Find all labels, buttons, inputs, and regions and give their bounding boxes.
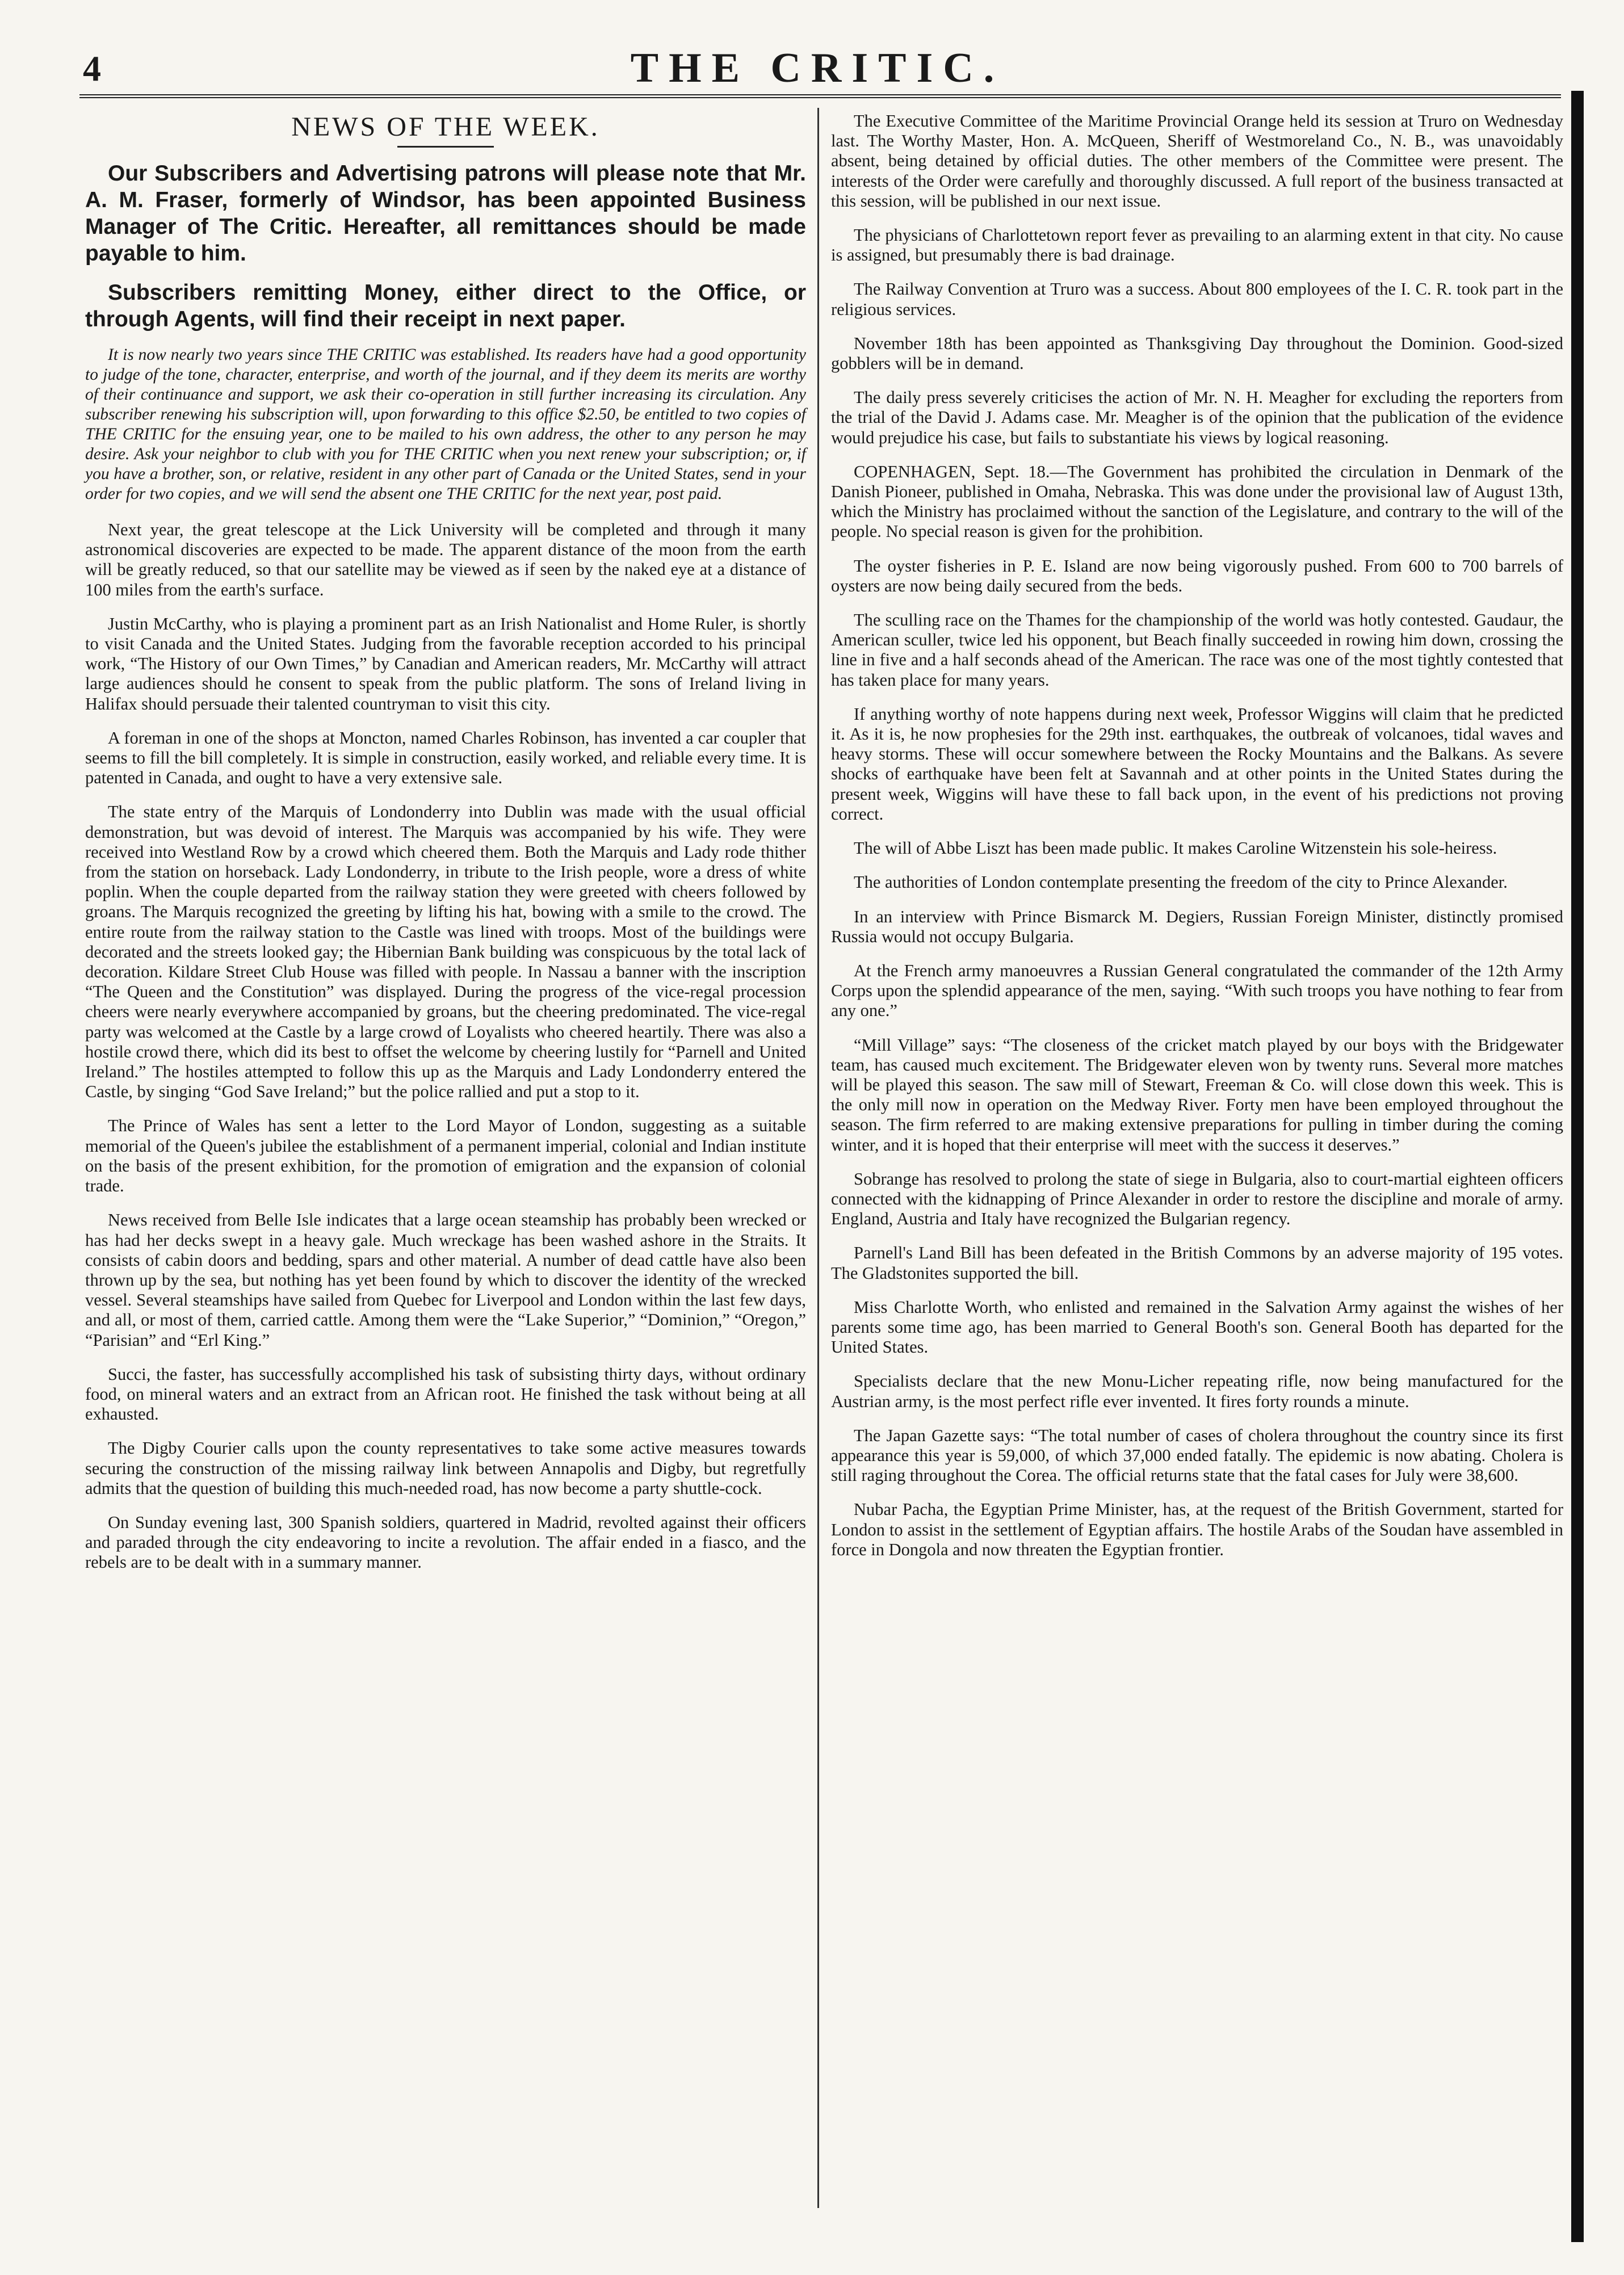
news-item: November 18th has been appointed as Thanksgiving Day throughout the Dominion. Good-sized gobblers will be in demand. (831, 333, 1563, 373)
news-item: Specialists declare that the new Monu-Licher repeating rifle, now being manufactured for the Austrian army, is the most perfect rifle ever invented. It fires forty rounds a minute. (831, 1371, 1563, 1411)
news-item: The Railway Convention at Truro was a success. About 800 employees of the I. C. R. took part in the religious services. (831, 279, 1563, 319)
page-header (79, 44, 1555, 96)
right-articles (831, 111, 1563, 1560)
remittance-notice: Subscribers remitting Money, either direct to the Office, or through Agents, will find their receipt in next paper. (85, 280, 806, 331)
news-item: The Executive Committee of the Maritime Provincial Orange held its session at Truro on Wednesday last. The Worthy Master, Hon. A. McQueen, Sheriff of Westmoreland Co., N. B., was unavoidably absent, being detained by official duties. The other members of the Committee were present. The interests of the Order were carefully and thoroughly discussed. A full report of the business transacted at this session, will be published in our next issue. (831, 111, 1563, 211)
news-item: The daily press severely criticises the action of Mr. N. H. Meagher for excluding the reporters from the trial of the David J. Adams case. Mr. Meagher is of the opinion that the publication of the evidence would prejudice his case, but fails to substantiate his views by logical reasoning. (831, 388, 1563, 447)
news-item: The Prince of Wales has sent a letter to the Lord Mayor of London, suggesting as a suitable memorial of the Queen's jubilee the establishment of a permanent imperial, colonial and Indian institute on the basis of the present exhibition, for the promotion of emigration and the expansion of colonial trade. (85, 1116, 806, 1196)
news-item: The oyster fisheries in P. E. Island are now being vigorously pushed. From 600 to 700 barrels of oysters are now being daily secured from the beds. (831, 556, 1563, 595)
news-item: The physicians of Charlottetown report fever as prevailing to an alarming extent in that city. No cause is assigned, but presumably there is bad drainage. (831, 225, 1563, 265)
news-item: Justin McCarthy, who is playing a prominent part as an Irish Nationalist and Home Ruler, is shortly to visit Canada and the United States. Judging from the favorable reception accorded to his principal work, “The History of our Own Times,” by Canadian and American readers, Mr. McCarthy will attract large audiences should he consent to speak from the public platform. The sons of Ireland living in Halifax should persuade their talented countryman to visit this city. (85, 614, 806, 713)
title-rule (397, 146, 494, 148)
news-item: The Japan Gazette says: “The total number of cases of cholera throughout the country since its first appearance this year is 59,000, of which 37,000 ended fatally. The epidemic is now abating. Cholera is still raging throughout the Corea. The official returns state that the fatal cases for July were 38,600. (831, 1425, 1563, 1485)
news-item: The state entry of the Marquis of Londonderry into Dublin was made with the usual official demonstration, but was devoid of interest. The Marquis was accompanied by his wife. They were received into Westland Row by a crowd which cheered them. Both the Marquis and Lady rode thither from the station on horseback. Lady Londonderry, in tribute to the Irish people, wore a dress of white poplin. When the couple departed from the railway station they were greeted with cheers followed by groans. The Marquis recognized the greeting by lifting his hat, bowing with a smile to the crowd. The entire route from the railway station to the Castle was lined with troops. Most of the buildings were decorated and the streets looked gay; the Hibernian Bank building was conspicuous by the total lack of decoration. Kildare Street Club House was filled with people. In Nassau a banner with the inscription “The Queen and the Constitution” was displayed. During the progress of the vice-regal procession cheers were nearly everywhere accompanied by groans, but the cheering predominated. The vice-regal party was welcomed at the Castle by a large crowd of Loyalists who cheered heartily. There was also a hostile crowd there, which did its best to offset the welcome by cheering lustily for “Parnell and United Ireland.” The hostiles attempted to follow this up as the Marquis and Lady Londonderry entered the Castle, by singing “God Save Ireland;” but the police rallied and put a stop to it. (85, 802, 806, 1102)
news-item: At the French army manoeuvres a Russian General congratulated the commander of the 12th Army Corps upon the splendid appearance of the men, saying. “With such troops you have nothing to fear from any one.” (831, 960, 1563, 1021)
header-rule (79, 94, 1561, 103)
news-item: Parnell's Land Bill has been defeated in the British Commons by an adverse majority of 195 votes. The Gladstonites supported the bill. (831, 1243, 1563, 1283)
news-item: The sculling race on the Thames for the championship of the world was hotly contested. Gaudaur, the American sculler, twice led his opponent, but Beach finally succeeded in rowing him down, crossing the line in five and a half seconds ahead of the American. The race was one of the most tightly contested that has taken place for many years. (831, 610, 1563, 690)
left-column (85, 111, 806, 1587)
news-item: COPENHAGEN, Sept. 18.—The Government has prohibited the circulation in Denmark of the Danish Pioneer, published in Omaha, Nebraska. This was done under the provisional law of August 13th, which the Ministry has proclaimed without the sanction of the Legislature, and contrary to the will of the people. No special reason is given for the prohibition. (831, 461, 1563, 542)
news-item: The Digby Courier calls upon the county representatives to take some active measures towards securing the construction of the missing railway link between Annapolis and Digby, but regretfully admits that the question of building this much-needed road, has now become a party shuttle-cock. (85, 1438, 806, 1498)
page-edge-bar (1571, 91, 1584, 2242)
section-title: NEWS OF THE WEEK. (291, 112, 600, 142)
news-item: Miss Charlotte Worth, who enlisted and remained in the Salvation Army against the wishes of her parents some time ago, has been married to General Booth's son. General Booth has departed for the United States. (831, 1297, 1563, 1357)
news-item: If anything worthy of note happens during next week, Professor Wiggins will claim that he predicted it. As it is, he now prophesies for the 29th inst. earthquakes, the outbreak of volcanoes, tidal waves and heavy storms. These will occur somewhere between the Rocky Mountains and the Balkans. As severe shocks of earthquake have been felt at Savannah and at other points in the United States during the present week, Wiggins will have these to fall back upon, in the event of his predictions not proving correct. (831, 704, 1563, 824)
news-item: The authorities of London contemplate presenting the freedom of the city to Prince Alexander. (854, 872, 1508, 892)
news-item: “Mill Village” says: “The closeness of the cricket match played by our boys with the Bridgewater team, has caused much excitement. The Bridgewater eleven won by twenty runs. Several more matches will be played this season. The saw mill of Stewart, Freeman & Co. will close down this week. This is the only mill now in operation on the Medway River. Forty men have been employed throughout the season. The firm referred to are making extensive preparations for pulling in timber during the coming winter, and it is hoped that their enterprise will meet with the success it deserves.” (831, 1035, 1563, 1155)
subscription-offer: It is now nearly two years since THE CRITIC was established. Its readers have had a good opportunity to judge of the tone, character, enterprise, and worth of the journal, and if they deem its merits are worthy of their continuance and support, we ask their co-operation in still further increasing its circulation. Any subscriber renewing his subscription will, upon forwarding to this office $2.50, be entitled to two copies of THE CRITIC for the ensuing year, one to be mailed to his own address, the other to any person he may desire. Ask your neighbor to club with you for THE CRITIC when you next renew your subscription; or, if you have a brother, son, or relative, resident in any other part of Canada or the United States, send in your order for two copies, and we will send the absent one THE CRITIC for the next year, post paid. (85, 346, 806, 503)
news-item: The will of Abbe Liszt has been made public. It makes Caroline Witzenstein his sole-heiress. (854, 838, 1497, 858)
page-number: 4 (83, 48, 101, 89)
masthead-title: THE CRITIC. (630, 45, 1005, 91)
column-divider (817, 108, 819, 2208)
news-item: On Sunday evening last, 300 Spanish soldiers, quartered in Madrid, revolted against their officers and paraded through the city endeavoring to incite a revolution. The affair ended in a fiasco, and the rebels are to be dealt with in a summary manner. (85, 1512, 806, 1572)
news-item: Succi, the faster, has successfully accomplished his task of subsisting thirty days, without ordinary food, on mineral waters and an extract from an African root. He finished the task without being at all exhausted. (85, 1364, 806, 1424)
news-item: Nubar Pacha, the Egyptian Prime Minister, has, at the request of the British Government, started for London to assist in the settlement of Egyptian affairs. The hostile Arabs of the Soudan have assembled in force in Dongola and now threaten the Egyptian frontier. (831, 1500, 1563, 1559)
news-item: Sobrange has resolved to prolong the state of siege in Bulgaria, also to court-martial eighteen officers connected with the kidnapping of Prince Alexander in order to restore the discipline and morale of army. England, Austria and Italy have recognized the Bulgarian regency. (831, 1169, 1563, 1229)
business-manager-notice: Our Subscribers and Advertising patrons will please note that Mr. A. M. Fraser, formerly of Windsor, has been appointed Business Manager of The Critic. Hereafter, all remittances should be made payable to him. (85, 161, 806, 266)
news-item: News received from Belle Isle indicates that a large ocean steamship has probably been wrecked or has had her decks swept in a heavy gale. Much wreckage has been washed ashore in the Straits. It consists of cabin doors and bedding, spars and other material. A number of dead cattle have also been thrown up by the sea, but nothing has yet been found by which to discover the identity of the wrecked vessel. Several steamships have sailed from Quebec for Liverpool and London within the last few days, and all, or most of them, carried cattle. Among them were the “Lake Superior,” “Dominion,” “Oregon,” “Parisian” and “Erl King.” (85, 1210, 806, 1350)
news-item: A foreman in one of the shops at Moncton, named Charles Robinson, has invented a car coupler that seems to fill the bill completely. It is simple in construction, easily worked, and reliable every time. It is patented in Canada, and ought to have a very extensive sale. (85, 728, 806, 788)
right-column (831, 111, 1563, 1574)
left-articles (85, 520, 806, 1573)
news-item: In an interview with Prince Bismarck M. Degiers, Russian Foreign Minister, distinctly promised Russia would not occupy Bulgaria. (831, 906, 1563, 946)
news-item: Next year, the great telescope at the Lick University will be completed and through it many astronomical discoveries are expected to be made. The apparent distance of the moon from the earth will be greatly reduced, so that our satellite may be viewed as if seen by the naked eye at a distance of 100 miles from the earth's surface. (85, 520, 806, 599)
